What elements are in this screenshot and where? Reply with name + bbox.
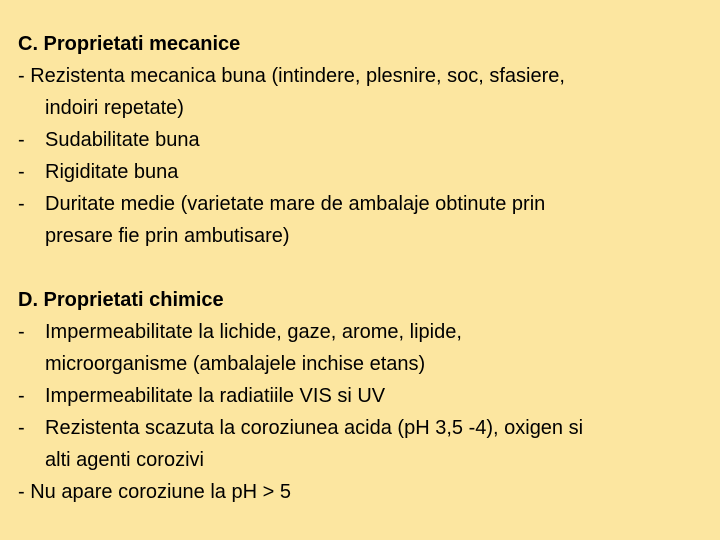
item-text: Rezistenta mecanica buna (intindere, plesnire, soc, sfasiere, <box>30 65 565 87</box>
item-text: alti agenti corozivi <box>45 449 204 471</box>
list-item-continuation <box>18 92 708 124</box>
bullet-dash: - <box>18 321 25 343</box>
list-item <box>18 156 708 188</box>
list-item <box>18 316 708 380</box>
item-text: indoiri repetate) <box>45 97 184 119</box>
item-text: Rezistenta scazuta la coroziunea acida (pH 3,5 -4), oxigen si <box>45 417 584 439</box>
bullet-dash: - <box>18 385 25 407</box>
bullet-dash: - <box>18 129 25 151</box>
item-text: Impermeabilitate la radiatiile VIS si UV <box>45 385 386 407</box>
bullet-dash: - <box>18 65 25 87</box>
section-c-title: C. Proprietati mecanice <box>18 33 241 55</box>
item-text: presare fie prin ambutisare) <box>45 225 290 247</box>
bullet-dash: - <box>18 193 25 215</box>
slide-content <box>18 28 708 508</box>
bullet-dash: - <box>18 481 25 503</box>
list-item <box>18 124 708 156</box>
list-item <box>18 380 708 412</box>
list-item <box>18 60 708 92</box>
item-text: Impermeabilitate la lichide, gaze, arome, lipide, <box>45 321 462 343</box>
item-text: Rigiditate buna <box>45 161 179 183</box>
item-text: microorganisme (ambalajele inchise etans) <box>45 353 426 375</box>
item-text: Sudabilitate buna <box>45 129 200 151</box>
item-text: Nu apare coroziune la pH > 5 <box>30 481 291 503</box>
bullet-dash: - <box>18 161 25 183</box>
item-text: Duritate medie (varietate mare de ambalaje obtinute prin <box>45 193 546 215</box>
list-item <box>18 476 708 508</box>
bullet-dash: - <box>18 417 25 439</box>
section-gap <box>18 252 708 284</box>
list-item <box>18 188 708 252</box>
section-d-title: D. Proprietati chimice <box>18 289 224 311</box>
list-item <box>18 412 708 476</box>
